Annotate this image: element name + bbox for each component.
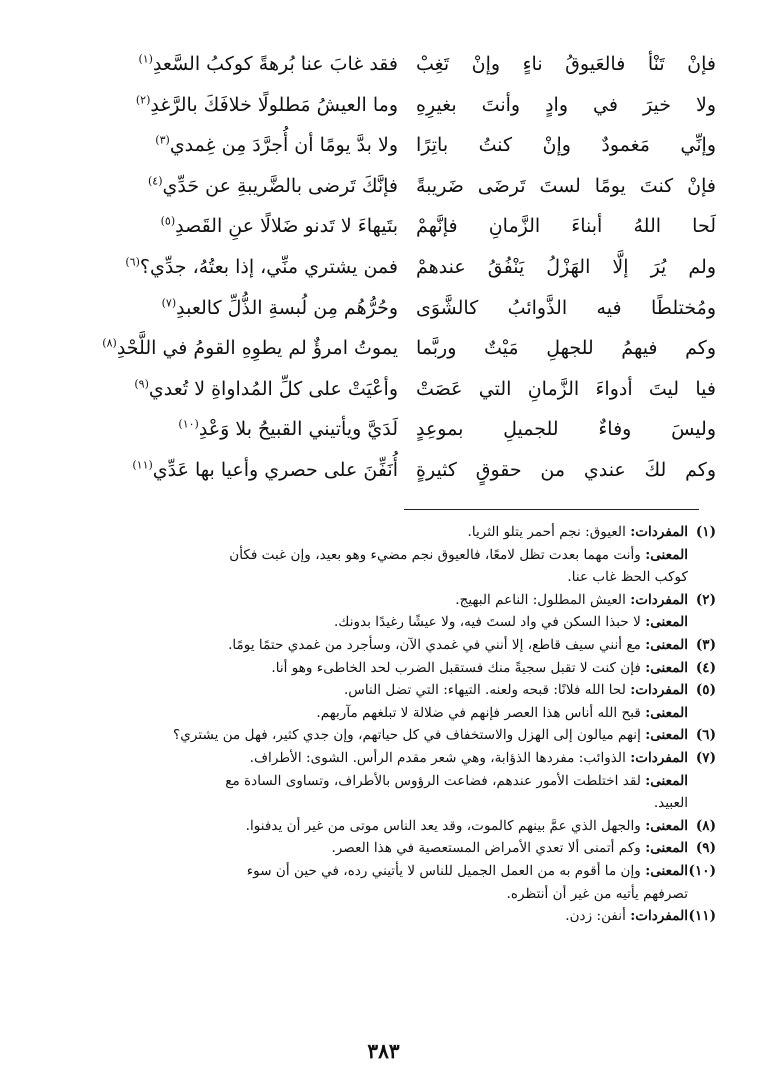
footnote-text: كوكب الحظ غاب عنا.	[567, 569, 688, 586]
footnote-marker: (٤)	[147, 174, 163, 188]
footnote-number: (٦)	[695, 727, 716, 744]
footnote-line	[68, 589, 716, 612]
footnote-number: (٧)	[695, 749, 716, 766]
poem	[68, 44, 716, 491]
verse-second-text: فقد غابَ عنا بُرهةً كوكبُ السَّعدِ	[152, 53, 398, 75]
verse-row	[68, 85, 716, 126]
footnote-text: فإن كنت لا تقبل سجيةً منك فستقبل الضرب لحد الخاطىء وهو أنا.	[271, 659, 641, 676]
footnote-number: (٢)	[695, 591, 716, 608]
footnote-line	[68, 770, 716, 793]
footnote-marker: (١)	[138, 52, 153, 66]
footnote-label: المفردات:	[630, 749, 688, 766]
footnote-number: (٨)	[695, 817, 716, 834]
footnote-text: والجهل الذي عمَّ بينهم كالموت، وقد يعد الناس موتى من غير أن يدفنوا.	[245, 817, 641, 834]
verse-second-hemistich	[68, 44, 398, 84]
footnote-text: وكم أتمنى ألا تعدي الأمراض المستعصية في هذا العصر.	[331, 840, 641, 857]
verse-second-hemistich	[68, 247, 398, 287]
footnote-line	[68, 905, 716, 928]
verse-row	[68, 450, 716, 491]
verse-first-hemistich: فإنْ كنتَ يومًا لستَ تَرضَى ضَريبةً	[416, 174, 716, 197]
footnote-number: (٣)	[695, 636, 716, 653]
footnote-line	[68, 521, 716, 544]
footnote-label: المعنى:	[645, 862, 688, 879]
footnote-marker: (٧)	[161, 296, 177, 310]
footnote-text: لقد اختلطت الأمور عندهم، فضاعت الرؤوس بالأطراف، وتساوى السادة مع	[225, 772, 641, 789]
verse-first-hemistich: ولا خيرَ في وادٍ وأنتَ بغيرِهِ	[416, 93, 716, 116]
footnote-line	[68, 679, 716, 702]
footnote-number: (١)	[695, 524, 716, 540]
footnote-label: المعنى:	[645, 772, 688, 789]
footnote-label: المعنى:	[645, 614, 688, 631]
footnote-marker: (٦)	[125, 255, 140, 269]
footnote-line	[68, 860, 716, 883]
verse-second-text: وحُرُّهُم مِن لُبسةِ الذُّلِّ كالعبدِ	[176, 296, 398, 319]
footnote-line	[68, 792, 716, 815]
verse-second-text: فمن يشتري منِّي، إذا بعتُهُ، جدِّي؟	[139, 255, 398, 278]
footnote-number: (١٠)	[688, 862, 716, 879]
footnote-number: (٤)	[695, 659, 716, 676]
verse-second-text: ولا بدَّ يومًا أن أُجرَّدَ مِن غِمدي	[169, 134, 398, 157]
footnote-marker: (٢)	[135, 93, 151, 107]
footnote-text: الذوائب: مفردها الذؤابة، وهي شعر مقدم الرأس. الشوى: الأطراف.	[249, 749, 626, 766]
verse-row	[68, 369, 716, 410]
verse-second-hemistich	[68, 409, 398, 449]
verse-second-hemistich	[68, 288, 398, 328]
verse-row	[68, 288, 716, 329]
footnote-label: المعنى:	[645, 704, 688, 721]
verse-second-text: فإنَّكَ تَرضى بالضَّريبةِ عن حَدِّي	[162, 174, 398, 197]
verse-first-hemistich: ولم يُرَ إلَّا الهَزْلُ يَنْفُقُ عندهمْ	[416, 255, 716, 278]
verse-second-hemistich	[68, 206, 398, 246]
footnote-label: المعنى:	[645, 636, 688, 653]
footnote-label: المعنى:	[645, 727, 688, 744]
verse-second-hemistich	[68, 166, 398, 206]
footnote-text: قبح الله أناس هذا العصر فإنهم في ضلالة لا تبلغهم مآربهم.	[316, 704, 641, 721]
footnote-text: وأنت مهما بعدت تظل لامعًا، فالعيوق نجم مضيء وهو بعيد، وإن غبت فكأن	[229, 546, 641, 563]
verse-row	[68, 247, 716, 288]
footnote-text: لحا الله فلانًا: قبحه ولعنه. التيهاء: التي تضل الناس.	[343, 682, 626, 699]
verse-second-hemistich	[68, 85, 398, 125]
verse-first-hemistich: فإنْ تَنْأ فالعَيوقُ ناءٍ وإنْ تَغِبْ	[416, 53, 716, 75]
footnote-label: المعنى:	[645, 840, 688, 857]
verse-row	[68, 328, 716, 369]
verse-second-text: وما العيشُ مَطلولًا خلافَكَ بالرَّغدِ	[150, 93, 398, 116]
footnote-text: مع أنني سيف قاطع، إلا أنني في غمدي الآن، وسأجرد من غمدي حتمًا يومًا.	[228, 636, 641, 653]
footnote-marker: (٨)	[102, 336, 117, 350]
footnote-text: وإن ما أقوم به من العمل الجميل للناس لا يأتيني رده، في حين أن سوء	[246, 862, 641, 879]
verse-first-hemistich: وكم لكَ عندي من حقوقٍ كثيرةٍ	[416, 458, 716, 481]
verse-second-text: يموتُ امرؤٌ لم يطوِهِ القومُ في اللَّحْدِ	[116, 337, 398, 360]
footnote-line	[68, 544, 716, 567]
verse-first-hemistich: وليسَ وفاءٌ للجميلِ بموعِدٍ	[416, 418, 716, 441]
footnote-line	[68, 634, 716, 657]
verse-row	[68, 44, 716, 85]
footnote-marker: (١١)	[132, 458, 153, 472]
page-number: ٣٨٣	[367, 1039, 400, 1063]
footnote-line	[68, 611, 716, 634]
footnote-line	[68, 837, 716, 860]
verse-first-hemistich: وكم فيهمُ للجهلِ مَيْتٌ وربَّما	[416, 337, 716, 360]
verse-second-hemistich	[68, 125, 398, 165]
footnote-number: (٩)	[695, 840, 716, 857]
footnote-label: المعنى:	[645, 659, 688, 676]
footnote-marker: (١٠)	[178, 418, 199, 432]
footnote-line	[68, 702, 716, 725]
verse-second-hemistich	[68, 450, 398, 490]
footnote-text: أنفن: زدن.	[565, 908, 626, 925]
verse-row	[68, 409, 716, 450]
footnote-text: إنهم ميالون إلى الهزل والاستخفاف في كل حياتهم، وإن جدي كثير، فهل من يشتري؟	[173, 727, 641, 744]
footnote-label: المفردات:	[630, 524, 688, 540]
footnote-text: تصرفهم يأتيه من غير أن أنتظره.	[506, 885, 688, 902]
verse-second-hemistich	[68, 328, 398, 368]
footnote-marker: (٣)	[155, 133, 170, 147]
footnote-label: المفردات:	[630, 908, 688, 925]
verse-first-hemistich: وإنِّي مَغمودٌ وإنْ كنتُ باتِرًا	[416, 134, 716, 157]
footnote-marker: (٥)	[160, 215, 176, 229]
footnote-number: (١١)	[688, 908, 716, 925]
footnote-label: المفردات:	[630, 591, 688, 608]
verse-first-hemistich: لَحا اللهُ أبناءَ الزَّمانِ فإنَّهمْ	[416, 215, 716, 238]
verse-second-text: وأعْيَتْ على كلِّ المُداواةِ لا تُعدي	[148, 377, 398, 400]
footnote-number: (٥)	[695, 682, 716, 699]
footnote-text: العيش المطلول: الناعم البهيج.	[455, 591, 626, 608]
footnote-label: المعنى:	[645, 817, 688, 834]
footnote-line	[68, 657, 716, 680]
verse-second-text: بتَيهاءَ لا تَدنو ضَلالًا عنِ القَصدِ	[175, 215, 398, 238]
footnote-text: العيوق: نجم أحمر يتلو الثريا.	[467, 524, 626, 540]
footnote-line	[68, 566, 716, 589]
verse-first-hemistich: ومُختلطًا فيه الذَّوائبُ كالشَّوَى	[416, 296, 716, 319]
footnote-label: المفردات:	[630, 682, 688, 699]
footnote-separator	[404, 509, 699, 510]
verse-row	[68, 125, 716, 166]
verse-row	[68, 206, 716, 247]
footnote-line	[68, 815, 716, 838]
verse-first-hemistich: فيا ليتَ أدواءَ الزَّمانِ التي عَصَتْ	[416, 377, 716, 400]
footnotes	[68, 521, 716, 928]
footnote-line	[68, 883, 716, 906]
footnote-marker: (٩)	[134, 377, 149, 391]
footnote-line	[68, 724, 716, 747]
verse-second-text: أُنَفِّنَ على حصري وأعيا بها عَدِّي	[152, 458, 398, 481]
verse-row	[68, 166, 716, 207]
footnote-label: المعنى:	[645, 546, 688, 563]
footnote-text: لا حبذا السكن في واد لستَ فيه، ولا عيشًا رغيدًا بدونك.	[333, 614, 641, 631]
footnote-text: العبيد.	[653, 795, 688, 812]
footnote-line	[68, 747, 716, 770]
verse-second-text: لَدَيَّ ويأتيني القبيحُ بلا وَعْدِ	[198, 418, 398, 441]
verse-second-hemistich	[68, 369, 398, 409]
